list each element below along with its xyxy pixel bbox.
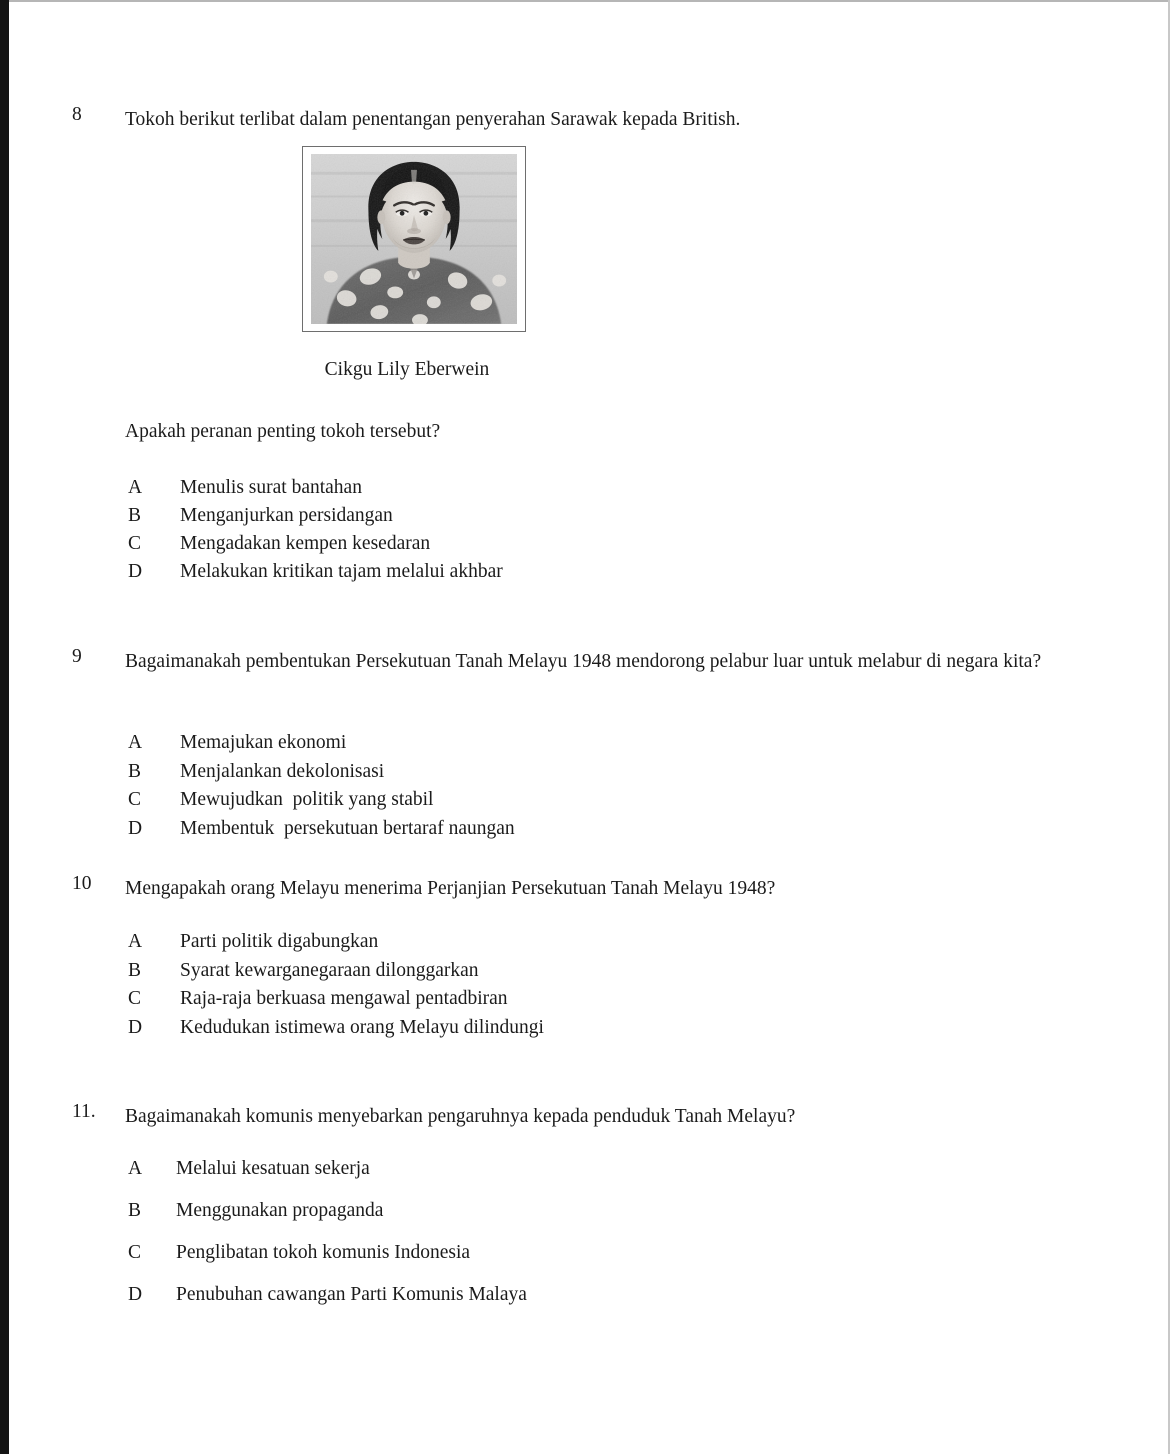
question-8-option-a-text[interactable]: Menulis surat bantahan [180,477,362,498]
question-10-option-b-text[interactable]: Syarat kewarganegaraan dilonggarkan [180,960,479,981]
scan-edge-artifact-left [0,0,9,1454]
scan-edge-artifact-top [9,0,1170,2]
question-9-option-b-letter: B [128,761,142,782]
question-11-option-c-text[interactable]: Penglibatan tokoh komunis Indonesia [176,1242,471,1263]
question-8-option-c-letter: C [128,533,142,554]
question-9-number: 9 [72,646,82,667]
figure-frame [302,146,526,332]
question-10-option-d-letter: D [128,1017,143,1038]
question-8-stem: Tokoh berikut terlibat dalam penentangan penyerahan Sarawak kepada British. [125,109,741,130]
question-10-option-b-letter: B [128,960,142,981]
question-8-option-b-text[interactable]: Menganjurkan persidangan [180,505,393,526]
question-11-number: 11. [72,1101,96,1122]
question-11-option-a-letter: A [128,1158,143,1179]
question-11-option-b-text[interactable]: Menggunakan propaganda [176,1200,384,1221]
question-9-option-c-letter: C [128,789,142,810]
question-9-option-b-text[interactable]: Menjalankan dekolonisasi [180,761,385,782]
figure-caption: Cikgu Lily Eberwein [324,359,490,380]
question-9-stem: Bagaimanakah pembentukan Persekutuan Tanah Melayu 1948 mendorong pelabur luar untuk melabur di negara kita? [125,651,1042,672]
question-9-option-a-text[interactable]: Memajukan ekonomi [180,732,347,753]
question-8-sub-stem: Apakah peranan penting tokoh tersebut? [125,421,441,442]
portrait-photo-svg [311,154,517,324]
question-11-option-d-text[interactable]: Penubuhan cawangan Parti Komunis Malaya [176,1284,527,1305]
question-9-option-d-letter: D [128,818,143,839]
question-10-option-a-text[interactable]: Parti politik digabungkan [180,931,379,952]
question-10-option-a-letter: A [128,931,143,952]
question-10-option-c-text[interactable]: Raja-raja berkuasa mengawal pentadbiran [180,988,508,1009]
question-8-option-a-letter: A [128,477,143,498]
question-8-option-c-text[interactable]: Mengadakan kempen kesedaran [180,533,431,554]
question-10-stem: Mengapakah orang Melayu menerima Perjanjian Persekutuan Tanah Melayu 1948? [125,878,776,899]
question-8-number: 8 [72,104,82,125]
question-11-option-a-text[interactable]: Melalui kesatuan sekerja [176,1158,370,1179]
question-9-option-c-text[interactable]: Mewujudkan politik yang stabil [180,789,434,810]
question-9-option-d-text[interactable]: Membentuk persekutuan bertaraf naungan [180,818,515,839]
question-8-option-d-letter: D [128,561,143,582]
question-11-option-b-letter: B [128,1200,142,1221]
question-10-option-d-text[interactable]: Kedudukan istimewa orang Melayu dilindungi [180,1017,544,1038]
question-11-option-c-letter: C [128,1242,142,1263]
question-8-option-b-letter: B [128,505,142,526]
portrait-photo [311,154,517,324]
question-8-option-d-text[interactable]: Melakukan kritikan tajam melalui akhbar [180,561,503,582]
question-10-number: 10 [72,873,92,894]
question-9-option-a-letter: A [128,732,143,753]
question-11-stem: Bagaimanakah komunis menyebarkan pengaruhnya kepada penduduk Tanah Melayu? [125,1106,796,1127]
question-11-option-d-letter: D [128,1284,143,1305]
question-10-option-c-letter: C [128,988,142,1009]
